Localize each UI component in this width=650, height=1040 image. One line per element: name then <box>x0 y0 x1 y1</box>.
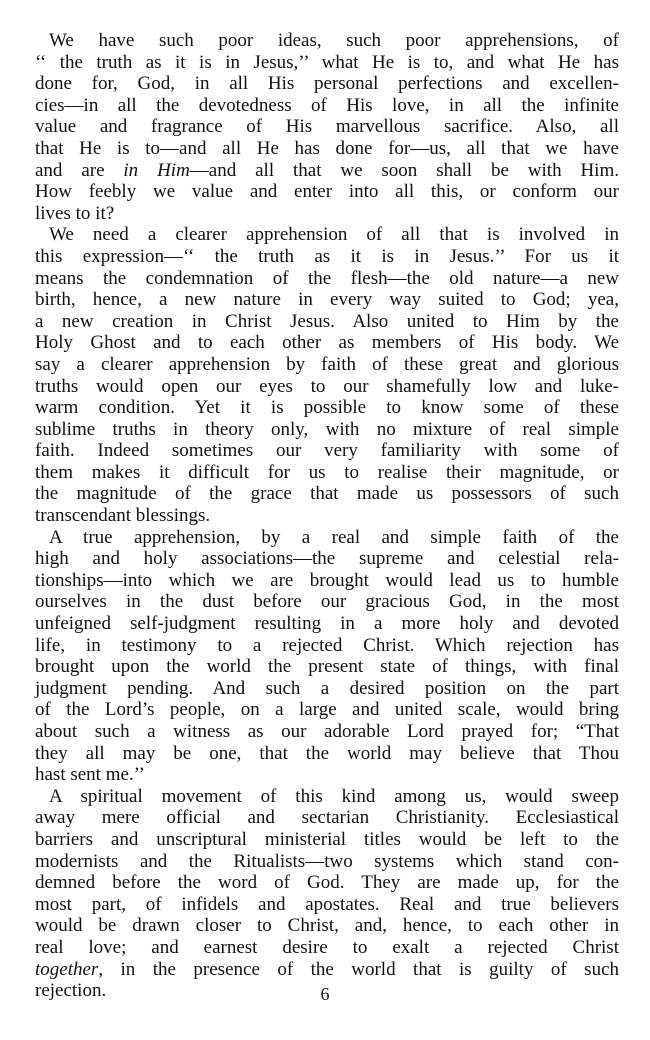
text-line <box>35 743 619 765</box>
text-segment: unfeigned self-judgment resulting in a more holy and devoted <box>35 613 619 635</box>
text-line <box>35 591 619 613</box>
text-segment: most part, of infidels and apostates. Real and true believers <box>35 893 619 915</box>
text-line <box>35 786 619 808</box>
text-line <box>35 462 619 484</box>
text-line <box>35 268 619 290</box>
text-segment: ‘‘ the truth as it is in Jesus,’’ what He is to, and what He has <box>35 51 619 73</box>
text-line <box>35 807 619 829</box>
text-segment: real love; and earnest desire to exalt a rejected Christ <box>35 936 619 958</box>
text-segment: means the condemnation of the flesh—the old nature—a new <box>35 267 619 289</box>
text-segment: A true apprehension, by a real and simple faith of the <box>49 526 619 548</box>
text-line <box>35 376 619 398</box>
text-segment: tionships—into which we are brought would lead us to humble <box>35 569 619 591</box>
paragraph <box>35 527 619 786</box>
text-line <box>35 224 619 246</box>
text-segment: high and holy associations—the supreme and celestial rela- <box>35 548 619 570</box>
text-segment: Holy Ghost and to each other as members of His body. We <box>35 332 619 354</box>
text-line <box>35 764 619 786</box>
text-segment: warm condition. Yet it is possible to know some of these <box>35 397 619 419</box>
text-segment: judgment pending. And such a desired position on the part <box>35 677 619 699</box>
text-line <box>35 30 619 52</box>
text-segment: value and fragrance of His marvellous sacrifice. Also, all <box>35 116 619 138</box>
text-segment: say a clearer apprehension by faith of these great and glorious <box>35 353 619 375</box>
text-line <box>35 160 619 182</box>
text-segment: , in the presence of the world that is guilty of such <box>98 958 619 980</box>
text-line <box>35 851 619 873</box>
text-segment: sublime truths in theory only, with no mixture of real simple <box>35 418 619 440</box>
text-segment: We have such poor ideas, such poor apprehensions, of <box>49 30 619 51</box>
text-line <box>35 203 619 225</box>
italic-text: together <box>35 958 99 980</box>
text-segment: birth, hence, a new nature in every way suited to God; yea, <box>35 289 619 311</box>
text-segment: We need a clearer apprehension of all that is involved in <box>49 224 619 246</box>
text-line <box>35 635 619 657</box>
text-segment: transcendant blessings. <box>35 505 211 527</box>
text-segment: and are <box>35 159 124 181</box>
text-segment: truths would open our eyes to our shamefully low and luke- <box>35 375 619 397</box>
text-line <box>35 570 619 592</box>
text-line <box>35 138 619 160</box>
text-line <box>35 721 619 743</box>
text-segment: How feebly we value and enter into all this, or conform our <box>35 181 619 203</box>
text-segment: a new creation in Christ Jesus. Also united to Him by the <box>35 310 619 332</box>
text-segment: cies—in all the devotedness of His love, in all the infinite <box>35 94 619 116</box>
text-segment: this expression—‘‘ the truth as it is in Jesus.’’ For us it <box>35 245 619 267</box>
text-segment: barriers and unscriptural ministerial titles would be left to the <box>35 828 619 850</box>
text-segment: them makes it difficult for us to realise their magnitude, or <box>35 461 619 483</box>
text-segment: done for, God, in all His personal perfections and excellen- <box>35 73 619 95</box>
text-line <box>35 613 619 635</box>
text-line <box>35 332 619 354</box>
text-line <box>35 937 619 959</box>
text-line <box>35 656 619 678</box>
italic-text: in Him <box>123 159 190 181</box>
text-segment: brought upon the world the present state of things, with final <box>35 656 619 678</box>
text-line <box>35 548 619 570</box>
text-line <box>35 52 619 74</box>
text-line <box>35 894 619 916</box>
text-segment: modernists and the Ritualists—two systems which stand con- <box>35 850 619 872</box>
text-line <box>35 829 619 851</box>
text-segment: that He is to—and all He has done for—us, all that we have <box>35 137 619 159</box>
text-line <box>35 181 619 203</box>
text-line <box>35 699 619 721</box>
text-segment: hast sent me.’’ <box>35 764 145 786</box>
text-segment: they all may be one, that the world may believe that Thou <box>35 742 619 764</box>
text-line <box>35 505 619 527</box>
text-segment: demned before the word of God. They are made up, for the <box>35 872 619 894</box>
page-number: 6 <box>320 984 330 1004</box>
text-segment: ourselves in the dust before our gracious God, in the most <box>35 591 619 613</box>
text-line <box>35 678 619 700</box>
text-segment: about such a witness as our adorable Lord prayed for; “That <box>35 721 619 742</box>
text-line <box>35 440 619 462</box>
text-segment: lives to it? <box>35 202 115 224</box>
text-line <box>35 354 619 376</box>
text-segment: rejection. <box>35 980 107 1002</box>
text-line <box>35 915 619 937</box>
text-line <box>35 527 619 549</box>
text-line <box>35 95 619 117</box>
text-line <box>35 419 619 441</box>
paragraph <box>35 224 619 526</box>
text-line <box>35 959 619 981</box>
text-segment: of the Lord’s people, on a large and united scale, would bring <box>35 699 619 721</box>
text-segment: away mere official and sectarian Christianity. Ecclesiastical <box>35 807 619 829</box>
text-line <box>35 246 619 268</box>
body-text <box>35 30 619 1002</box>
paragraph <box>35 30 619 224</box>
text-line <box>35 872 619 894</box>
text-segment: life, in testimony to a rejected Christ. Which rejection has <box>35 634 619 656</box>
text-line <box>35 397 619 419</box>
text-segment: would be drawn closer to Christ, and, hence, to each other in <box>35 915 619 937</box>
text-line <box>35 73 619 95</box>
paragraph <box>35 786 619 1002</box>
text-line <box>35 483 619 505</box>
text-segment: faith. Indeed sometimes our very familiarity with some of <box>35 440 619 462</box>
text-line <box>35 116 619 138</box>
text-line <box>35 289 619 311</box>
text-segment: A spiritual movement of this kind among us, would sweep <box>49 785 619 807</box>
text-line <box>35 311 619 333</box>
text-segment: the magnitude of the grace that made us possessors of such <box>35 483 619 505</box>
text-segment: —and all that we soon shall be with Him. <box>189 159 619 181</box>
